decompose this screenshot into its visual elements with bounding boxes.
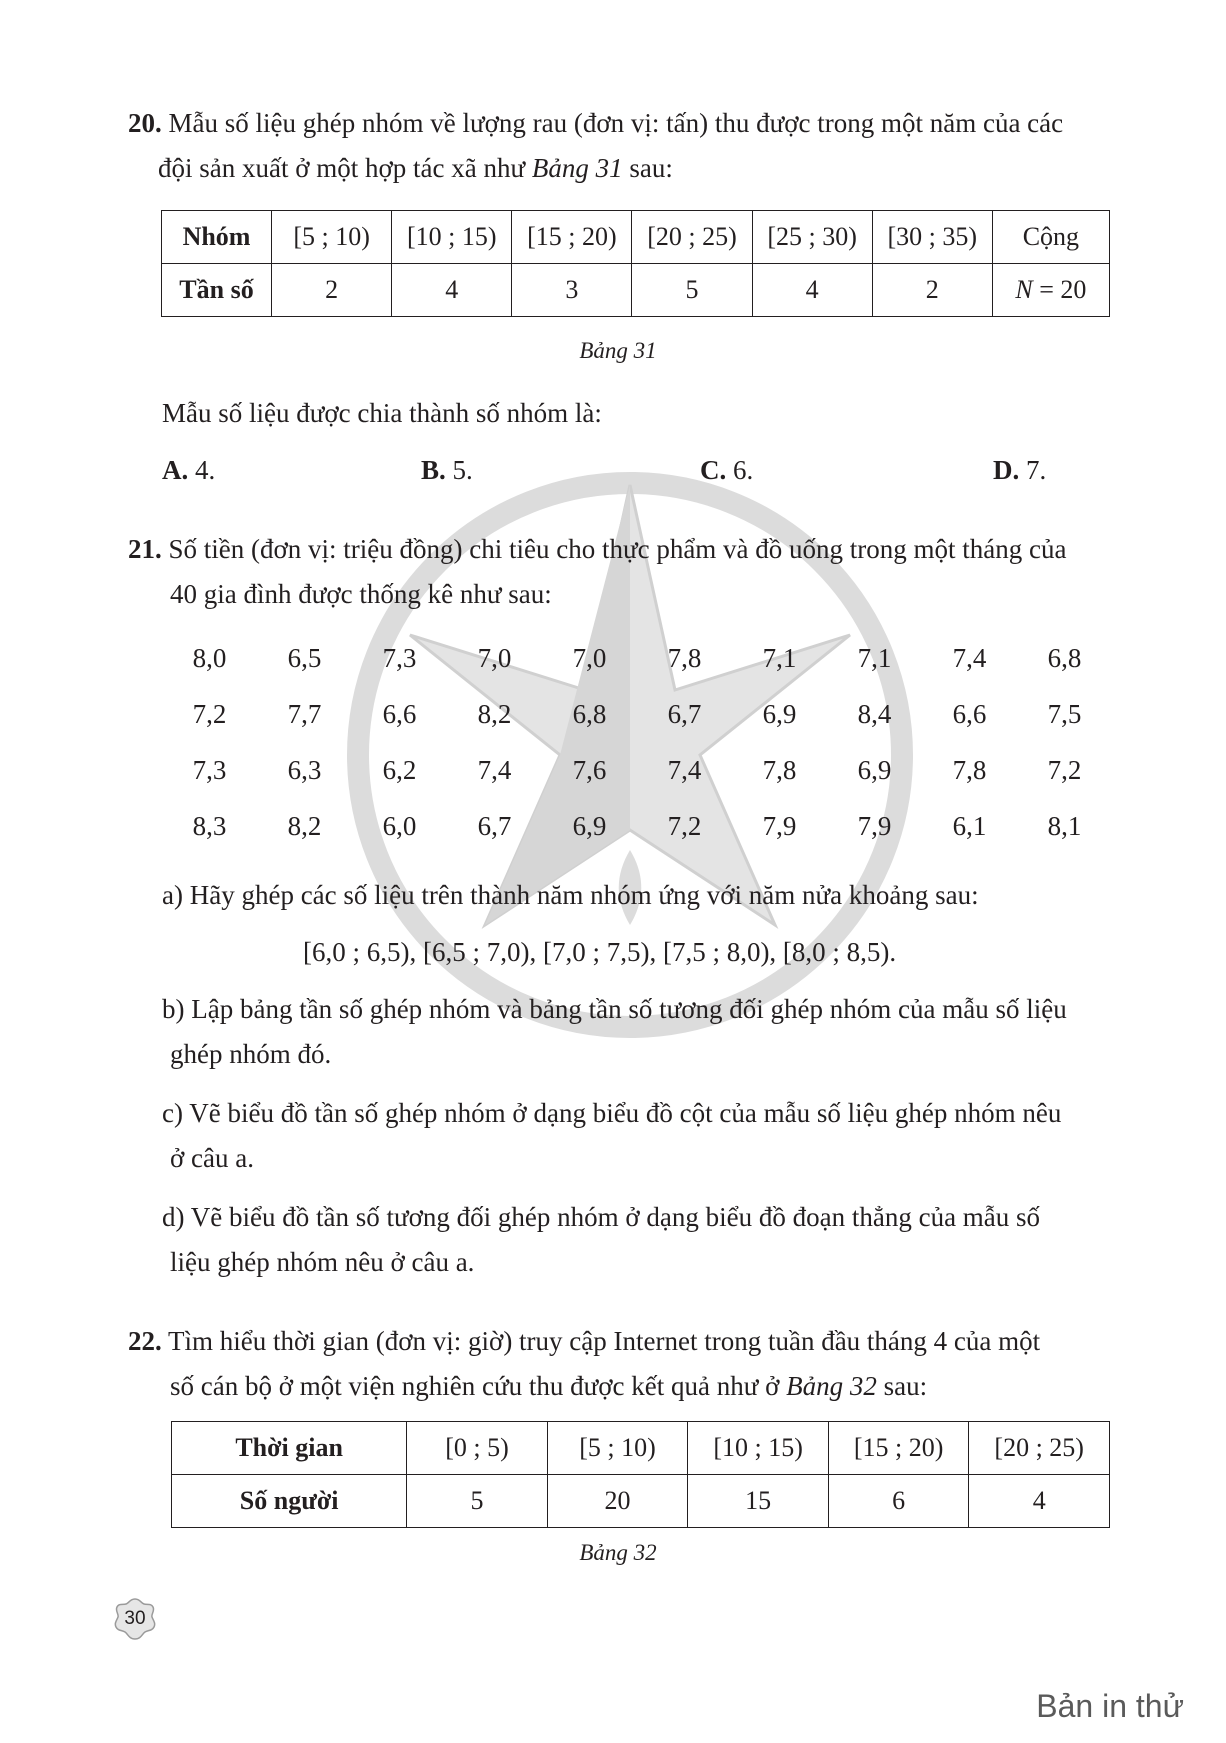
- data-row: [162, 742, 1112, 798]
- table-31-header-row: [162, 211, 1110, 264]
- data-value: 6,8: [572, 698, 607, 729]
- q20-number: 20.: [128, 108, 162, 138]
- q21-part-d-line2: liệu ghép nhóm nêu ở câu a.: [170, 1247, 475, 1277]
- option-letter: B.: [421, 455, 446, 485]
- data-value: 6,5: [287, 642, 322, 673]
- data-row: [162, 686, 1112, 742]
- q21-text-line1: Số tiền (đơn vị: triệu đồng) chi tiêu cho thực phẩm và đồ uống trong một tháng của: [168, 534, 1067, 564]
- option-letter: C.: [700, 455, 727, 485]
- data-value: 6,1: [952, 810, 987, 841]
- table-32-cell: 20: [547, 1475, 688, 1528]
- data-value: 7,8: [667, 642, 702, 673]
- data-value: 8,2: [287, 810, 322, 841]
- table-32-cell: 15: [688, 1475, 829, 1528]
- q21-part-c-line1: c) Vẽ biểu đồ tần số ghép nhóm ở dạng biểu đồ cột của mẫu số liệu ghép nhóm nêu: [162, 1098, 1062, 1128]
- data-value: 7,2: [667, 810, 702, 841]
- data-value: 7,2: [1047, 754, 1082, 785]
- data-row: [162, 798, 1112, 854]
- q21-line1: [128, 527, 1067, 571]
- total-value: = 20: [1032, 275, 1087, 304]
- table-32-cell: [5 ; 10): [547, 1422, 688, 1475]
- q22-line2: [170, 1364, 927, 1408]
- table-32-cell: 4: [969, 1475, 1110, 1528]
- data-value: 7,9: [857, 810, 892, 841]
- data-value: 7,4: [477, 754, 512, 785]
- data-value: 8,1: [1047, 810, 1082, 841]
- table-31-cell: [25 ; 30): [752, 211, 872, 264]
- data-value: 6,8: [1047, 642, 1082, 673]
- table-31-cell: [20 ; 25): [632, 211, 752, 264]
- table-31-data-row: [162, 264, 1110, 317]
- q20-line1: [128, 101, 1063, 145]
- data-value: 8,0: [192, 642, 227, 673]
- data-value: 7,3: [192, 754, 227, 785]
- data-value: 7,9: [762, 810, 797, 841]
- page-number: 30: [124, 1608, 146, 1629]
- table-31-cell: Cộng: [992, 211, 1109, 264]
- data-value: 6,2: [382, 754, 417, 785]
- q20-option-a: [162, 448, 215, 492]
- data-value: 7,0: [477, 642, 512, 673]
- table-31-cell: Nhóm: [162, 211, 272, 264]
- table-32-data-row: [172, 1475, 1110, 1528]
- q21-part-b-line1: b) Lập bảng tần số ghép nhóm và bảng tần số tương đối ghép nhóm của mẫu số liệu: [162, 994, 1067, 1024]
- table-32: [171, 1421, 1110, 1528]
- table-32-cell: [10 ; 15): [688, 1422, 829, 1475]
- table-31-cell: 4: [392, 264, 512, 317]
- q22-text-line2-end: sau:: [876, 1371, 928, 1401]
- table-32-cell: [20 ; 25): [969, 1422, 1110, 1475]
- q21-line2: 40 gia đình được thống kê như sau:: [170, 579, 552, 609]
- table-31-cell: Tần số: [162, 264, 272, 317]
- q21-part-b-line2: ghép nhóm đó.: [170, 1039, 332, 1069]
- q22-text-line2: số cán bộ ở một viện nghiên cứu thu được kết quả như ở: [170, 1371, 787, 1401]
- option-text: 7.: [1019, 455, 1047, 485]
- table-32-cell: Thời gian: [172, 1422, 407, 1475]
- q20-line2: [158, 146, 673, 190]
- table-31-cell: [30 ; 35): [872, 211, 992, 264]
- data-value: 6,9: [572, 810, 607, 841]
- data-value: 7,4: [952, 642, 987, 673]
- table-31-cell: [15 ; 20): [512, 211, 632, 264]
- total-variable: N: [1015, 275, 1033, 304]
- q22-text-line1: Tìm hiểu thời gian (đơn vị: giờ) truy cập Internet trong tuần đầu tháng 4 của một: [168, 1326, 1041, 1356]
- q20-text-line2-end: sau:: [622, 153, 673, 183]
- data-value: 8,3: [192, 810, 227, 841]
- data-value: 6,9: [857, 754, 892, 785]
- q21-number: 21.: [128, 534, 162, 564]
- data-value: 6,7: [477, 810, 512, 841]
- data-value: 7,6: [572, 754, 607, 785]
- data-value: 7,8: [952, 754, 987, 785]
- table-32-cell: [0 ; 5): [407, 1422, 548, 1475]
- caption-bang-32: Bảng 32: [579, 1540, 657, 1565]
- data-value: 7,1: [857, 642, 892, 673]
- q21-part-a-line1: a) Hãy ghép các số liệu trên thành năm nhóm ứng với năm nửa khoảng sau:: [162, 880, 979, 910]
- option-text: 4.: [188, 455, 216, 485]
- data-row: [162, 630, 1112, 686]
- page-number-badge: [113, 1597, 157, 1641]
- data-value: 7,2: [192, 698, 227, 729]
- data-value: 6,6: [952, 698, 987, 729]
- option-letter: D.: [993, 455, 1020, 485]
- q22-number: 22.: [128, 1326, 162, 1356]
- option-text: 5.: [445, 455, 473, 485]
- q20-question: Mẫu số liệu được chia thành số nhóm là:: [162, 398, 602, 428]
- draft-print-label: Bản in thử: [1036, 1688, 1184, 1724]
- table-31-cell: 5: [632, 264, 752, 317]
- q20-text-line2: đội sản xuất ở một hợp tác xã như: [158, 153, 532, 183]
- table-32-cell: [15 ; 20): [828, 1422, 969, 1475]
- q21-part-c-line2: ở câu a.: [170, 1143, 254, 1173]
- table-31-cell: 2: [872, 264, 992, 317]
- data-value: 7,7: [287, 698, 322, 729]
- table-31-total-cell: [992, 264, 1109, 317]
- data-value: 7,0: [572, 642, 607, 673]
- table-32-cell: 5: [407, 1475, 548, 1528]
- data-value: 6,3: [287, 754, 322, 785]
- q22-line1: [128, 1319, 1040, 1363]
- q21-part-a-intervals: [6,0 ; 6,5), [6,5 ; 7,0), [7,0 ; 7,5), [7,5 ; 8,0), [8,0 ; 8,5).: [303, 937, 897, 967]
- q20-table-ref: Bảng 31: [531, 153, 623, 183]
- data-value: 7,8: [762, 754, 797, 785]
- data-value: 8,4: [857, 698, 892, 729]
- data-value: 8,2: [477, 698, 512, 729]
- data-value: 7,4: [667, 754, 702, 785]
- table-31: [161, 210, 1110, 317]
- q22-table-ref: Bảng 32: [786, 1371, 877, 1401]
- table-32-header-row: [172, 1422, 1110, 1475]
- data-value: 6,0: [382, 810, 417, 841]
- q21-data-grid: [162, 630, 1112, 854]
- option-text: 6.: [726, 455, 754, 485]
- table-32-cell: Số người: [172, 1475, 407, 1528]
- q20-option-b: [421, 448, 473, 492]
- table-31-cell: 4: [752, 264, 872, 317]
- option-letter: A.: [162, 455, 189, 485]
- table-32-cell: 6: [828, 1475, 969, 1528]
- data-value: 6,7: [667, 698, 702, 729]
- q21-part-d-line1: d) Vẽ biểu đồ tần số tương đối ghép nhóm ở dạng biểu đồ đoạn thẳng của mẫu số: [162, 1202, 1041, 1232]
- q20-option-d: [993, 448, 1046, 492]
- data-value: 7,3: [382, 642, 417, 673]
- q20-text-line1: Mẫu số liệu ghép nhóm về lượng rau (đơn vị: tấn) thu được trong một năm của các: [168, 108, 1064, 138]
- table-31-cell: 3: [512, 264, 632, 317]
- q20-option-c: [700, 448, 753, 492]
- table-31-cell: 2: [272, 264, 392, 317]
- data-value: 6,9: [762, 698, 797, 729]
- table-31-cell: [10 ; 15): [392, 211, 512, 264]
- data-value: 7,1: [762, 642, 797, 673]
- data-value: 6,6: [382, 698, 417, 729]
- caption-bang-31: Bảng 31: [579, 338, 657, 363]
- table-31-cell: [5 ; 10): [272, 211, 392, 264]
- data-value: 7,5: [1047, 698, 1082, 729]
